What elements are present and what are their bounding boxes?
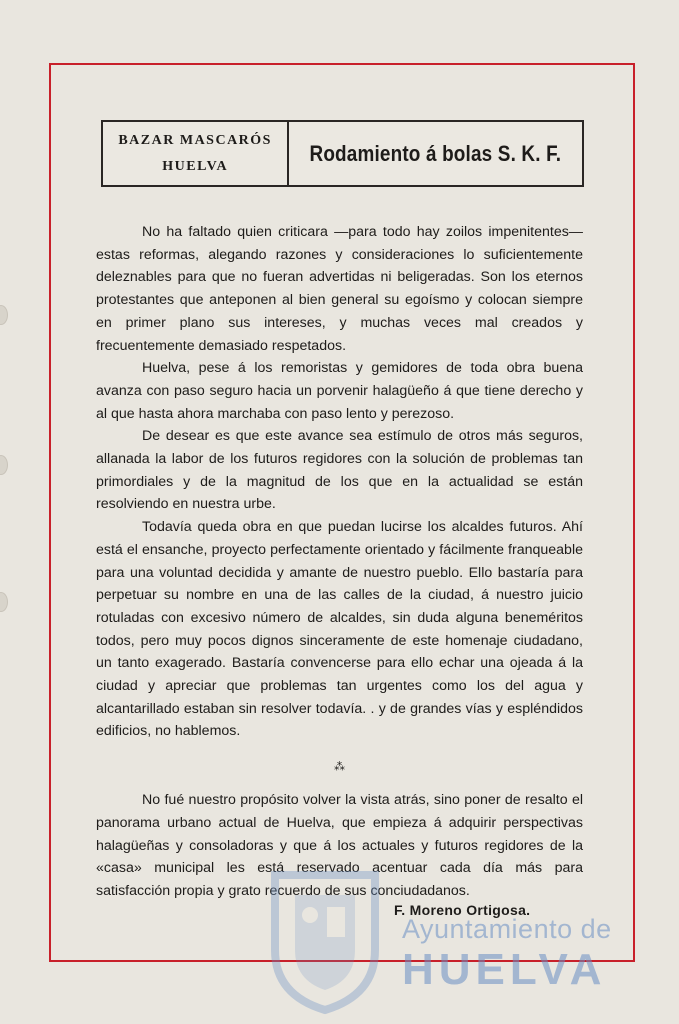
asterism-divider: ⁂ [334, 761, 345, 774]
header-left-box [103, 122, 289, 185]
header-right-box [310, 122, 562, 185]
header-city: HUELVA [162, 158, 229, 174]
header-bazar-name: BAZAR MASCARÓS [118, 132, 272, 148]
article-body [96, 221, 583, 903]
punch-hole [0, 592, 8, 612]
paragraph: Todavía queda obra en que puedan lucirse los alcaldes futuros. Ahí está el ensanche, proyecto perfectamente orientado y fácilmente franqueable para una voluntad decidida y amante de nuestro pueblo. Ello bastaría para perpetuar su nombre en una de las calles de la ciudad, á nuestro juicio rotuladas con excesivo número de alcaldes, sin duda alguna beneméritos todos, pero muy pocos dignos sinceramente de este homenaje ciudadano, un tanto exagerado. Bastaría convencerse para ello echar una ojeada á la ciudad y apreciar que problemas tan urgentes como los del agua y alcantarillado estaban sin resolver todavía. . y de grandes vías y espléndidos edificios, no hablemos. [96, 519, 583, 740]
paragraph: Huelva, pese á los remoristas y gemidores de toda obra buena avanza con paso seguro hacia un porvenir halagüeño á que tiene derecho y al que hasta ahora marchaba con paso lento y perezoso. [96, 360, 583, 422]
punch-hole [0, 455, 8, 475]
closing-paragraph: No fué nuestro propósito volver la vista atrás, sino poner de resalto el panorama urbano actual de Huelva, que empieza á adquirir perspectivas halagüeñas y consoladoras y que á los actuales y futuros regidores de la «casa» municipal les está reservado acentuar cada día más para satisfacción propia y grato recuerdo de sus conciudadanos. [96, 792, 583, 899]
header-product: Rodamiento á bolas S. K. F. [309, 140, 562, 166]
paragraph: De desear es que este avance sea estímulo de otros más seguros, allanada la labor de los futuros regidores con la solución de problemas tan primordiales y de la magnitud de los que en la actualidad se están resolviendo en nuestra urbe. [96, 428, 583, 513]
punch-hole [0, 305, 8, 325]
advertisement-header [101, 120, 584, 187]
city-seal-watermark [265, 855, 385, 1015]
author-signature: F. Moreno Ortigosa. [394, 902, 531, 918]
paragraph: No ha faltado quien criticara —para todo hay zoilos impenitentes—estas reformas, alegando razones y consideraciones lo suficientemente deleznables para que no fueran advertidas ni beligeradas. Son los eternos protestantes que anteponen al bien general su egoísmo y colocan siempre en primer plano sus intereses, y muchas veces mal creados y frecuentemente demasiado respetados. [96, 224, 583, 354]
watermark-text-2: HUELVA [402, 945, 607, 994]
watermark-text-1: Ayuntamiento de [402, 914, 612, 944]
